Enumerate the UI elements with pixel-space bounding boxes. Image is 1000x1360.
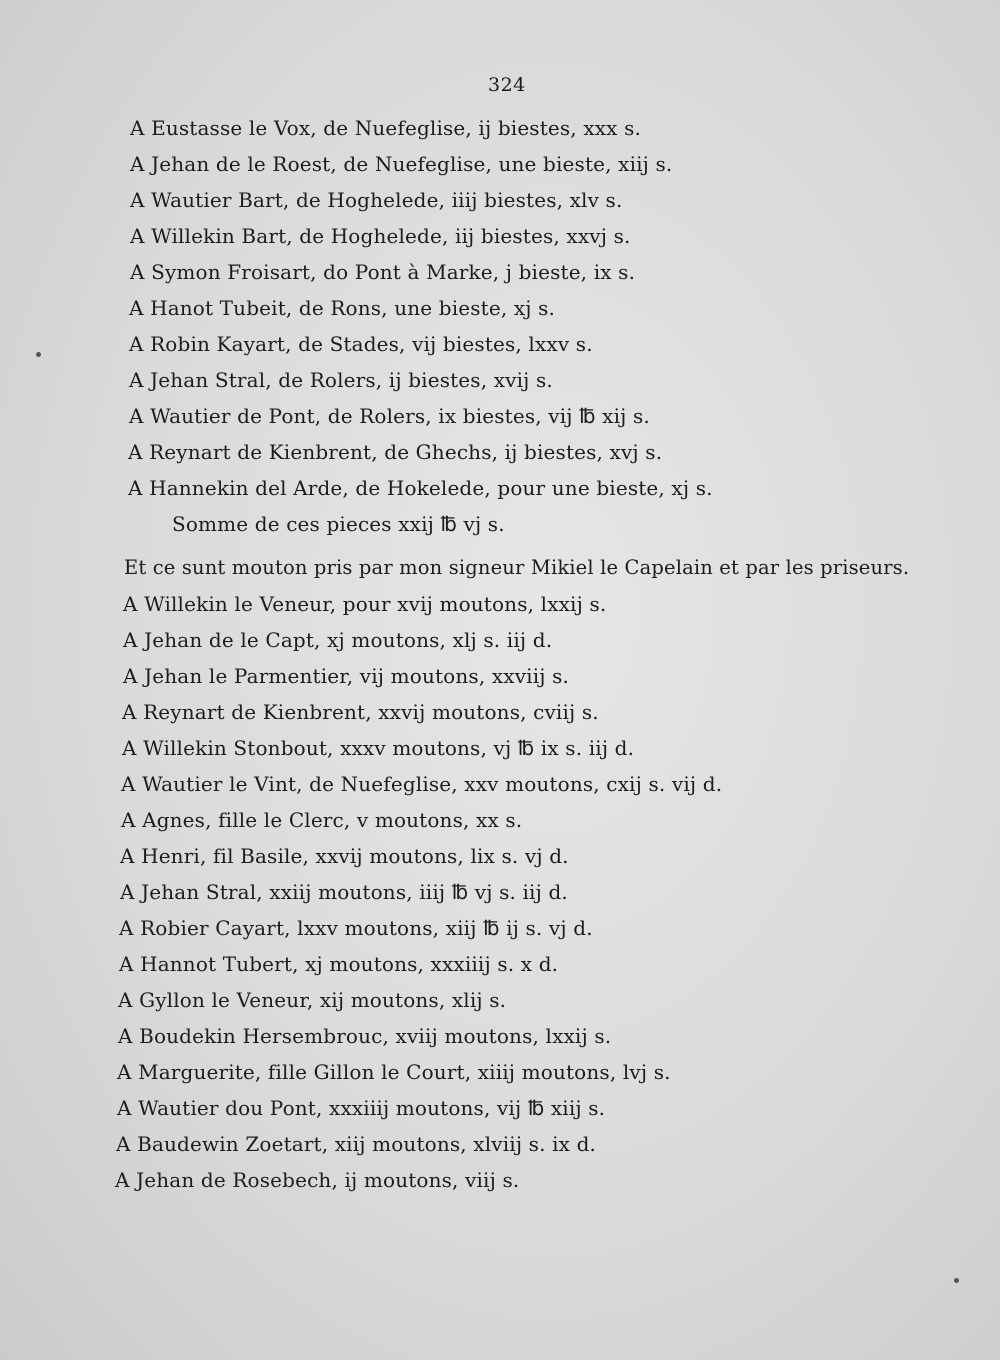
list-item: A Jehan le Parmentier, vij moutons, xxviij s. [123,664,570,688]
list-item: A Gyllon le Veneur, xij moutons, xlij s. [118,988,507,1012]
list-item: A Jehan de le Roest, de Nuefeglise, une bieste, xiij s. [130,152,673,176]
list-item: A Jehan Stral, xxiij moutons, iiij ℔ vj s. iij d. [120,880,568,904]
list-item: A Robier Cayart, lxxv moutons, xiij ℔ ij s. vj d. [119,916,593,940]
list-item: A Jehan Stral, de Rolers, ij biestes, xvij s. [129,368,553,392]
list-item: A Wautier le Vint, de Nuefeglise, xxv moutons, cxij s. vij d. [121,772,723,796]
list-item: A Henri, fil Basile, xxvij moutons, lix s. vj d. [120,844,569,868]
list-item: A Reynart de Kienbrent, xxvij moutons, cviij s. [122,700,599,724]
list-item: A Reynart de Kienbrent, de Ghechs, ij biestes, xvj s. [128,440,663,464]
list-item: A Willekin Bart, de Hoghelede, iij biestes, xxvj s. [130,224,631,248]
list-item: A Baudewin Zoetart, xiij moutons, xlviij s. ix d. [116,1132,597,1156]
list-item: A Wautier Bart, de Hoghelede, iiij biestes, xlv s. [130,188,623,212]
list-item: A Hannekin del Arde, de Hokelede, pour une bieste, xj s. [128,476,713,500]
list-item: A Wautier dou Pont, xxxiiij moutons, vij ℔ xiij s. [117,1096,606,1120]
list-item: A Hanot Tubeit, de Rons, une bieste, xj s. [129,296,556,320]
section-heading: Et ce sunt mouton pris par mon signeur Mikiel le Capelain et par les priseurs. [124,556,910,579]
ink-spot [954,1278,959,1283]
list-item: A Jehan de Rosebech, ij moutons, viij s. [115,1168,520,1192]
list-item: A Boudekin Hersembrouc, xviij moutons, lxxij s. [118,1024,612,1048]
list-item: A Symon Froisart, do Pont à Marke, j bieste, ix s. [130,260,636,284]
list-item: A Wautier de Pont, de Rolers, ix biestes, vij ℔ xij s. [129,404,650,428]
list-item: A Agnes, fille le Clerc, v moutons, xx s. [121,808,523,832]
sum-line: Somme de ces pieces xxij ℔ vj s. [172,512,505,536]
list-item: A Marguerite, fille Gillon le Court, xiiij moutons, lvj s. [117,1060,671,1084]
list-item: A Hannot Tubert, xj moutons, xxxiiij s. x d. [119,952,559,976]
list-item: A Willekin le Veneur, pour xvij moutons, lxxij s. [123,592,607,616]
page-number: 324 [488,74,526,96]
list-item: A Eustasse le Vox, de Nuefeglise, ij biestes, xxx s. [130,116,642,140]
list-item: A Robin Kayart, de Stades, vij biestes, lxxv s. [129,332,593,356]
list-item: A Jehan de le Capt, xj moutons, xlj s. iij d. [123,628,553,652]
list-item: A Willekin Stonbout, xxxv moutons, vj ℔ ix s. iij d. [122,736,635,760]
ink-spot [36,352,41,357]
